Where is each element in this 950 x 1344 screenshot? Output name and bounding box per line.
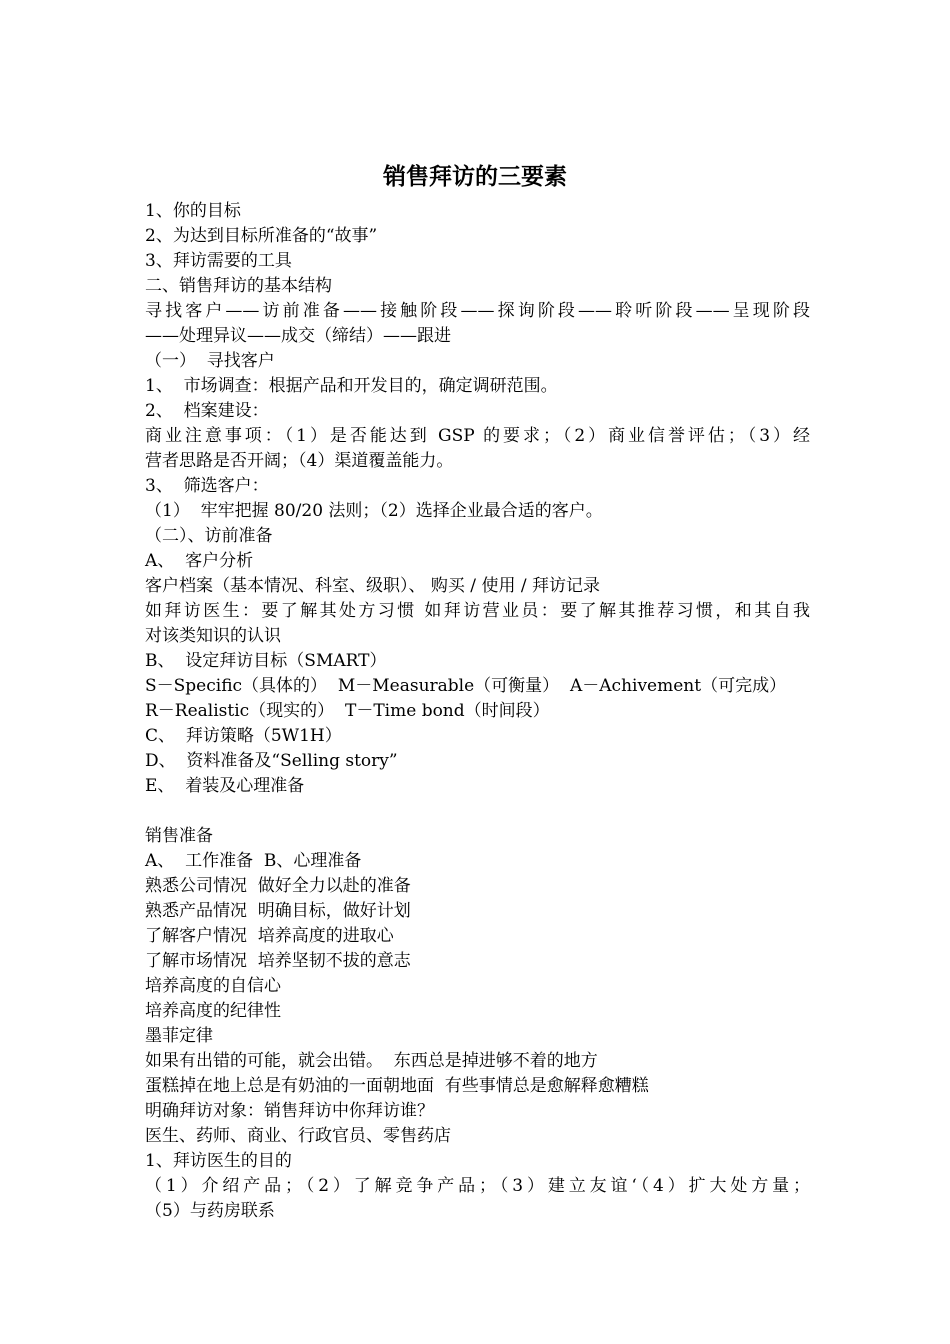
text-line: 3、 筛选客户： (145, 476, 269, 496)
text-line: （一） 寻找客户 (145, 351, 275, 371)
text-line: 熟悉产品情况 明确目标，做好计划 (145, 901, 411, 921)
text-line: 了解市场情况 培养坚韧不拔的意志 (145, 951, 411, 971)
text-line: 商业注意事项：（1）是否能达到 GSP 的要求；（2）商业信誉评估；（3）经 (145, 426, 810, 446)
text-line: 蛋糕掉在地上总是有奶油的一面朝地面 有些事情总是愈解释愈糟糕 (145, 1076, 649, 1096)
text-line: D、 资料准备及“Selling story” (145, 751, 398, 771)
text-line: 2、为达到目标所准备的“故事” (145, 226, 378, 246)
text-line: 1、 市场调查：根据产品和开发目的，确定调研范围。 (145, 376, 558, 396)
text-line: 寻找客户——访前准备——接触阶段——探询阶段——聆听阶段——呈现阶段 (145, 301, 810, 321)
text-line: 客户档案（基本情况、科室、级职）、 购买 / 使用 / 拜访记录 (145, 576, 600, 596)
text-line: 明确拜访对象：销售拜访中你拜访谁？ (145, 1101, 434, 1121)
text-line: 墨菲定律 (145, 1026, 213, 1046)
blank-line (145, 799, 810, 824)
text-line: 1、你的目标 (145, 201, 241, 221)
text-line: （5）与药房联系 (145, 1201, 275, 1221)
text-line: E、 着装及心理准备 (145, 776, 305, 796)
text-line: 熟悉公司情况 做好全力以赴的准备 (145, 876, 411, 896)
text-line: 二、销售拜访的基本结构 (145, 276, 332, 296)
text-line: ——处理异议——成交（缔结）——跟进 (145, 326, 451, 346)
text-line: 对该类知识的认识 (145, 626, 281, 646)
text-line: 培养高度的纪律性 (145, 1001, 281, 1021)
text-line: 如拜访医生：要了解其处方习惯 如拜访营业员：要了解其推荐习惯，和其自我 (145, 601, 810, 621)
text-line: （1） 牢牢把握 80/20 法则；（2）选择企业最合适的客户。 (145, 501, 603, 521)
text-line: 医生、药师、商业、行政官员、零售药店 (145, 1126, 451, 1146)
text-line: A、 工作准备 B、心理准备 (145, 851, 362, 871)
document-title: 销售拜访的三要素 (383, 164, 567, 190)
text-line: R－Realistic（现实的） T－Time bond（时间段） (145, 701, 550, 721)
text-line: 1、拜访医生的目的 (145, 1151, 292, 1171)
text-line: 培养高度的自信心 (145, 976, 281, 996)
text-line: 3、拜访需要的工具 (145, 251, 292, 271)
text-line: C、 拜访策略（5W1H） (145, 726, 342, 746)
text-line: B、 设定拜访目标（SMART） (145, 651, 387, 671)
text-line: 如果有出错的可能，就会出错。 东西总是掉进够不着的地方 (145, 1051, 598, 1071)
text-line: A、 客户分析 (145, 551, 254, 571)
text-line: 2、 档案建设： (145, 401, 269, 421)
text-line: 营者思路是否开阔；（4）渠道覆盖能力。 (145, 451, 454, 471)
text-line: （二）、访前准备 (145, 526, 273, 546)
text-line: （1）介绍产品；（2）了解竞争产品；（3）建立友谊‘（4）扩大处方量； (145, 1176, 810, 1196)
text-line: 了解客户情况 培养高度的进取心 (145, 926, 394, 946)
text-line: S－Specific（具体的） M－Measurable（可衡量） A－Achivement（可完成） (145, 676, 787, 696)
text-line: 销售准备 (145, 826, 213, 846)
document-body (145, 199, 810, 1224)
